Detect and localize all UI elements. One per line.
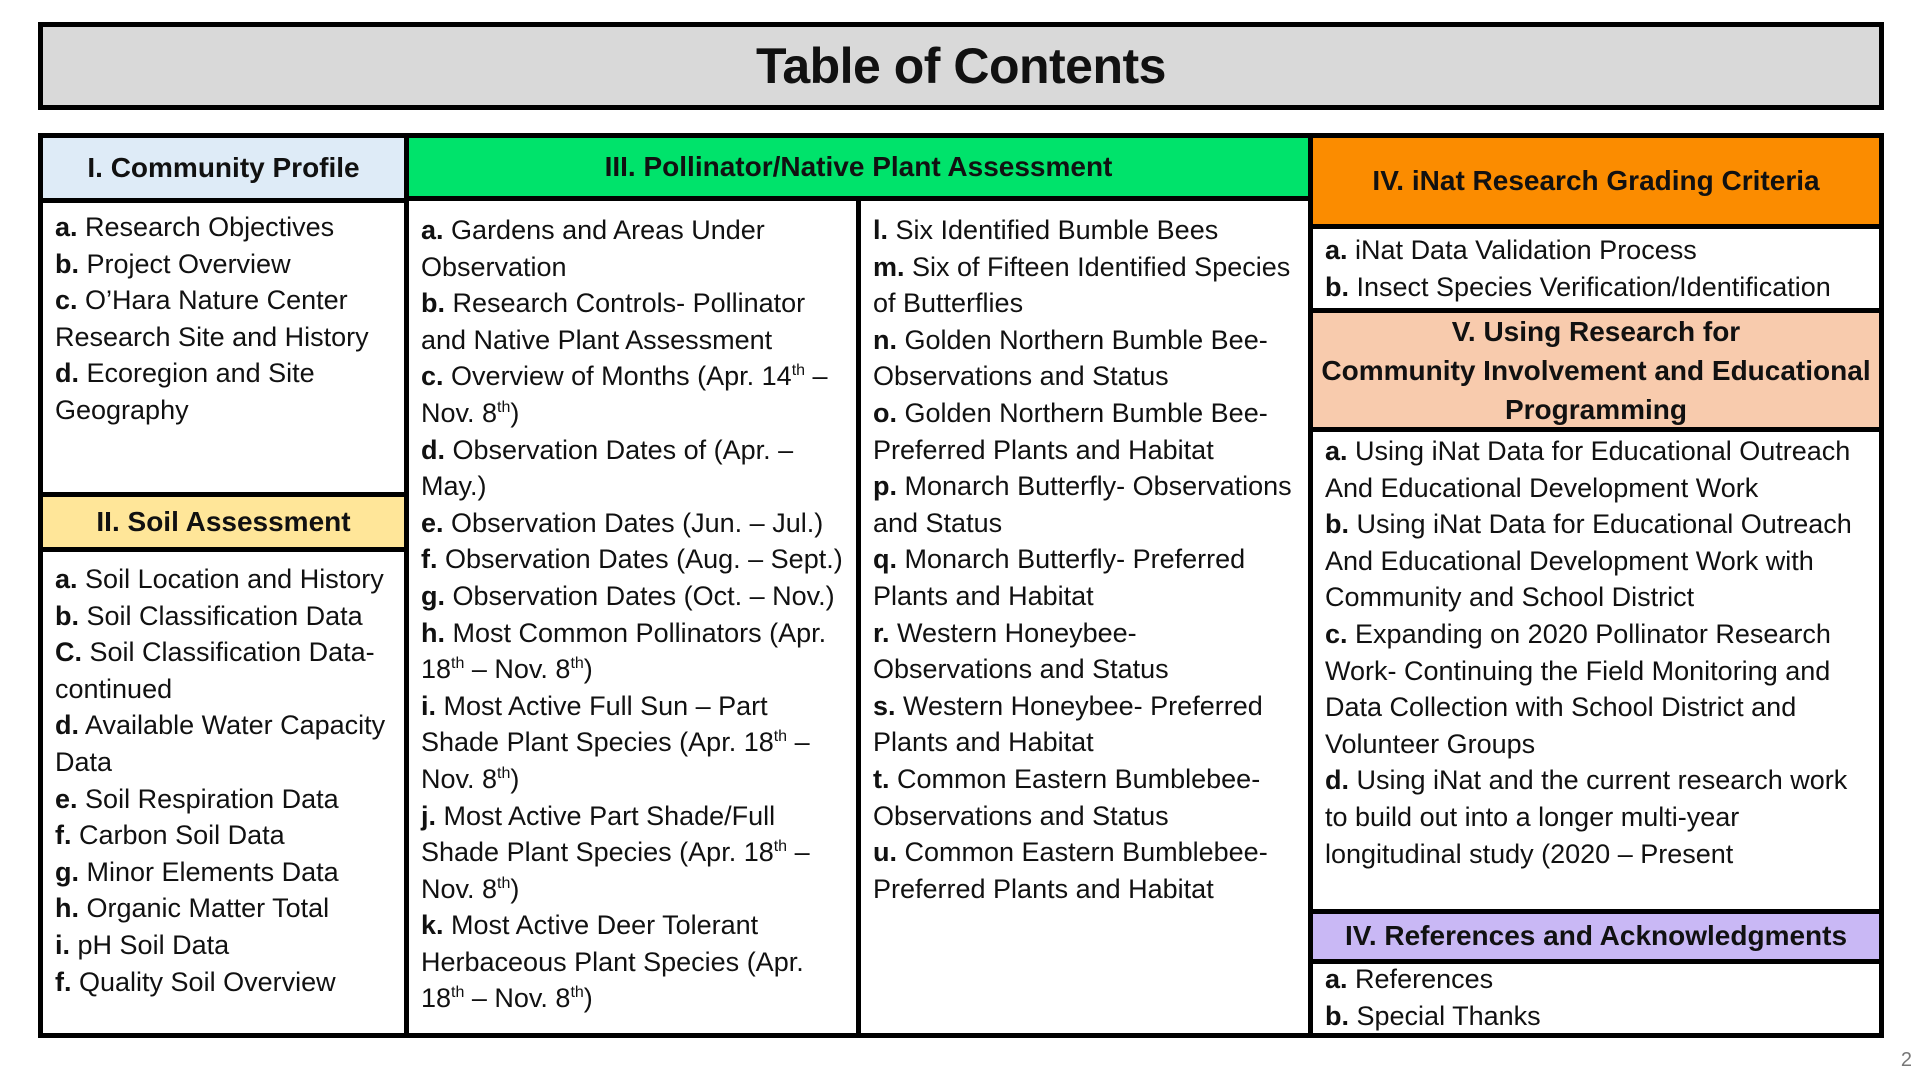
item-text: ) (583, 983, 593, 1014)
item-text: Western Honeybee- Observations and Status (873, 617, 1169, 685)
list-item (421, 505, 850, 542)
item-text: Soil Respiration Data (85, 783, 339, 814)
item-text: Using iNat Data for Educational Outreach And Educational Development Work with Community and School District (1325, 509, 1852, 613)
item-text: ) (510, 763, 520, 794)
item-text: ) (583, 654, 593, 685)
item-text: Six Identified Bumble Bees (895, 215, 1219, 245)
list-item (55, 282, 398, 355)
inat-criteria-list (1313, 232, 1879, 308)
item-letter: i. (421, 690, 437, 721)
item-text: Minor Elements Data (86, 856, 339, 887)
ordinal-suffix: th (570, 655, 584, 673)
item-text: Most Active Deer Tolerant Herbaceous Plant Species (Apr. 18 (421, 910, 804, 1014)
item-letter: e. (421, 507, 444, 538)
item-letter: b. (1325, 509, 1349, 540)
using-research-header-line1: V. Using Research for (1451, 315, 1741, 347)
list-item (55, 598, 398, 635)
item-text: Expanding on 2020 Pollinator Research Work- Continuing the Field Monitoring and Data Collection with School District and Volunteer Groups (1325, 618, 1831, 759)
list-item (1325, 961, 1873, 998)
item-text: Gardens and Areas Under Observation (421, 215, 765, 282)
item-text: ) (510, 397, 520, 428)
list-item (55, 854, 398, 891)
list-item (55, 927, 398, 964)
item-letter: b. (1325, 1000, 1349, 1031)
item-letter: h. (421, 617, 445, 648)
item-text: Insect Species Verification/Identification (1356, 271, 1831, 302)
item-text: Observation Dates (Oct. – Nov.) (452, 580, 835, 611)
list-item (1325, 433, 1873, 506)
list-item (1325, 506, 1873, 616)
item-text: Six of Fifteen Identified Species of Butterflies (873, 251, 1291, 319)
list-item (873, 615, 1302, 688)
item-letter: d. (55, 710, 79, 741)
references-list (1313, 961, 1879, 1033)
list-item (421, 907, 850, 1017)
page-number: 2 (1900, 1049, 1912, 1071)
item-letter: a. (1325, 235, 1348, 265)
item-letter: a. (1325, 964, 1348, 994)
item-letter: c. (1325, 618, 1348, 649)
item-text: Common Eastern Bumblebee- Preferred Plants and Habitat (873, 837, 1268, 904)
item-text: Golden Northern Bumble Bee- Preferred Plants and Habitat (873, 397, 1268, 465)
item-text: Soil Classification Data (86, 600, 363, 631)
item-text: pH Soil Data (77, 929, 230, 960)
pollinator-list-left (409, 212, 856, 1028)
item-text: Project Overview (86, 248, 291, 279)
soil-assessment-header: II. Soil Assessment (43, 497, 404, 547)
pollinator-list-right (861, 212, 1308, 1028)
ordinal-suffix: th (791, 362, 806, 380)
item-letter: m. (873, 251, 905, 282)
item-text: Research Controls- Pollinator and Native Plant Assessment (421, 288, 806, 355)
item-text: Golden Northern Bumble Bee- Observations and Status (873, 324, 1268, 392)
item-text: Monarch Butterfly- Preferred Plants and Habitat (873, 544, 1246, 611)
list-item (1325, 762, 1873, 872)
item-letter: e. (55, 783, 78, 814)
item-letter: l. (873, 215, 889, 245)
item-letter: g. (55, 856, 79, 887)
item-letter: a. (421, 215, 444, 245)
item-text: Quality Soil Overview (79, 966, 336, 997)
list-item (421, 541, 850, 578)
item-letter: a. (1325, 436, 1348, 466)
list-item (873, 834, 1302, 907)
list-item (873, 541, 1302, 614)
item-letter: a. (55, 564, 78, 594)
list-item (55, 707, 398, 780)
item-text: Monarch Butterfly- Observations and Status (873, 471, 1292, 538)
using-research-header-line2: Community Involvement and Educational (1321, 354, 1871, 386)
page-title: Table of Contents (38, 22, 1884, 110)
item-text: Special Thanks (1356, 1000, 1541, 1031)
list-item (421, 798, 850, 908)
item-text: Available Water Capacity Data (55, 710, 386, 777)
item-letter: b. (55, 600, 79, 631)
item-text: Most Active Full Sun – Part Shade Plant Species (Apr. 18 (421, 690, 774, 758)
list-item (421, 285, 850, 358)
item-letter: b. (421, 288, 445, 319)
list-item (873, 212, 1302, 249)
item-text: Carbon Soil Data (79, 820, 285, 851)
item-letter: f. (421, 544, 438, 575)
list-item (55, 634, 398, 707)
list-item (873, 688, 1302, 761)
contents-table (38, 133, 1884, 1038)
item-letter: d. (421, 434, 445, 465)
ordinal-suffix: th (497, 764, 511, 782)
community-profile-header: I. Community Profile (43, 138, 404, 198)
list-item (1325, 616, 1873, 762)
item-letter: d. (55, 358, 79, 389)
list-item (55, 246, 398, 283)
item-letter: f. (55, 820, 72, 851)
ordinal-suffix: th (773, 728, 788, 746)
ordinal-suffix: th (451, 655, 465, 673)
ordinal-suffix: th (570, 984, 584, 1002)
list-item (873, 468, 1302, 541)
item-letter: r. (873, 617, 890, 648)
using-research-header-line3: Programming (1504, 393, 1688, 425)
item-text: Most Common Pollinators (Apr. 18 (421, 617, 827, 685)
item-letter: t. (873, 763, 890, 794)
list-item (873, 395, 1302, 468)
item-letter: p. (873, 471, 897, 502)
ordinal-suffix: th (773, 838, 788, 856)
using-research-header (1313, 313, 1879, 427)
list-item (55, 781, 398, 818)
item-letter: s. (873, 690, 896, 721)
item-text: Organic Matter Total (86, 893, 330, 924)
list-item (55, 817, 398, 854)
item-text: Research Objectives (85, 212, 335, 242)
item-letter: f. (55, 966, 72, 997)
list-item (873, 761, 1302, 834)
item-text: Soil Location and History (85, 564, 384, 594)
item-text: References (1355, 964, 1494, 994)
item-text: Soil Classification Data-continued (55, 637, 375, 704)
item-text: Observation Dates (Aug. – Sept.) (445, 544, 843, 575)
item-text: Western Honeybee- Preferred Plants and Habitat (873, 690, 1263, 758)
list-item (1325, 232, 1873, 269)
item-letter: a. (55, 212, 78, 242)
list-item (421, 615, 850, 688)
item-letter: n. (873, 324, 897, 355)
item-letter: k. (421, 910, 444, 941)
item-text: Overview of Months (Apr. 14 (451, 361, 792, 392)
ordinal-suffix: th (497, 874, 511, 892)
ordinal-suffix: th (451, 984, 465, 1002)
item-letter: c. (421, 361, 444, 392)
item-text: Observation Dates (Jun. – Jul.) (451, 507, 824, 538)
list-item (421, 578, 850, 615)
item-text: Common Eastern Bumblebee- Observations and Status (873, 763, 1261, 831)
item-text: Observation Dates of (Apr. – May.) (421, 434, 794, 502)
item-text: – Nov. 8 (421, 361, 828, 428)
list-item (55, 890, 398, 927)
list-item (421, 688, 850, 798)
item-letter: c. (55, 285, 78, 316)
using-research-list (1313, 433, 1879, 909)
item-letter: h. (55, 893, 79, 924)
item-letter: g. (421, 580, 445, 611)
item-text: Using iNat and the current research work to build out into a longer multi-year longitudinal study (2020 – Present (1325, 765, 1848, 869)
item-text: – Nov. 8 (464, 983, 571, 1014)
list-item (55, 561, 398, 598)
list-item (55, 209, 398, 246)
item-letter: b. (1325, 271, 1349, 302)
item-letter: u. (873, 837, 897, 868)
ordinal-suffix: th (497, 398, 511, 416)
list-item (873, 249, 1302, 322)
list-item (55, 964, 398, 1001)
item-text: – Nov. 8 (464, 654, 571, 685)
item-letter: C. (55, 637, 82, 668)
list-item (1325, 269, 1873, 306)
item-letter: q. (873, 544, 897, 575)
soil-assessment-list (43, 561, 404, 1033)
inat-criteria-header: IV. iNat Research Grading Criteria (1313, 138, 1879, 224)
item-text: iNat Data Validation Process (1355, 235, 1697, 265)
pollinator-assessment-header: III. Pollinator/Native Plant Assessment (409, 138, 1308, 196)
item-text: Ecoregion and Site Geography (55, 358, 315, 425)
references-header: IV. References and Acknowledgments (1313, 914, 1879, 959)
item-letter: b. (55, 248, 79, 279)
item-text: Most Active Part Shade/Full Shade Plant Species (Apr. 18 (421, 800, 776, 868)
list-item (421, 212, 850, 285)
item-text: – Nov. 8 (421, 837, 810, 904)
item-text: Using iNat Data for Educational Outreach And Educational Development Work (1325, 436, 1851, 503)
item-text: O’Hara Nature Center Research Site and History (55, 285, 369, 352)
item-letter: o. (873, 397, 897, 428)
item-text: ) (510, 873, 520, 904)
list-item (1325, 998, 1873, 1035)
item-text: – Nov. 8 (421, 727, 810, 794)
item-letter: i. (55, 929, 71, 960)
list-item (55, 355, 398, 428)
list-item (873, 322, 1302, 395)
list-item (421, 432, 850, 505)
list-item (421, 358, 850, 431)
item-letter: d. (1325, 765, 1349, 796)
item-letter: j. (421, 800, 437, 831)
